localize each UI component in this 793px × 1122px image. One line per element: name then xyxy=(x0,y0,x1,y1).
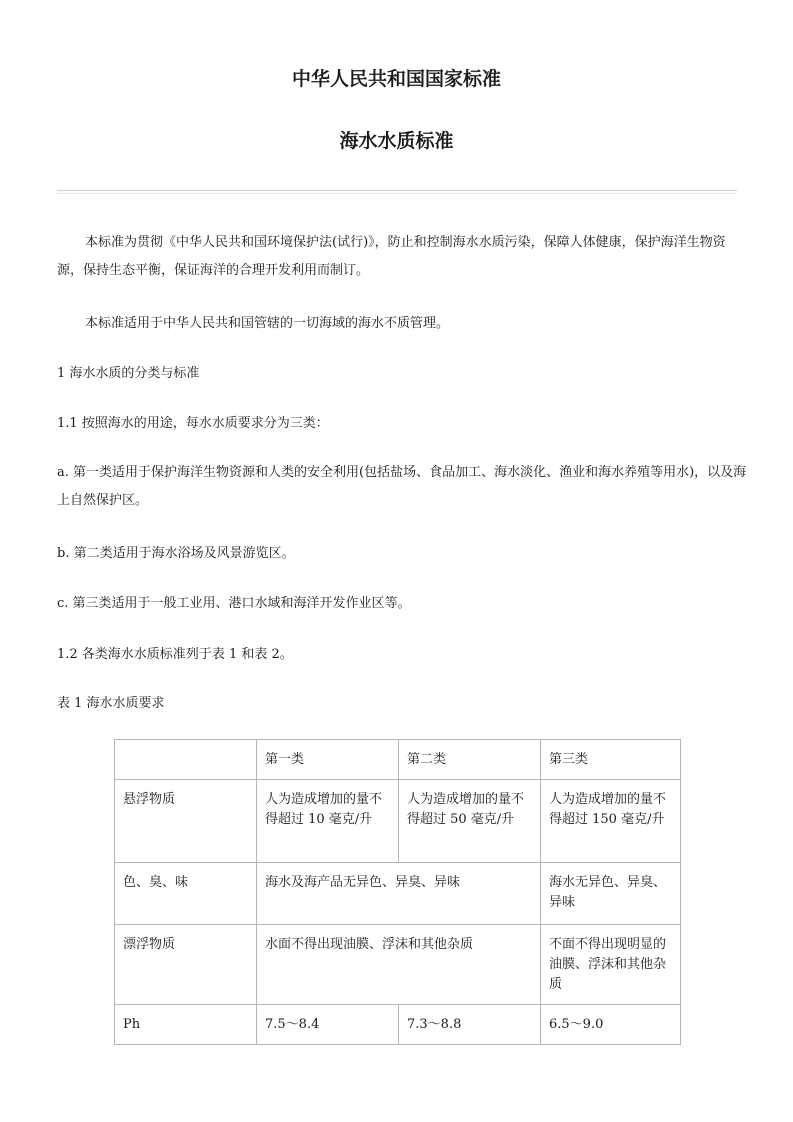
table-row-label: 悬浮物质 xyxy=(115,780,257,863)
table-header-cell xyxy=(115,740,257,780)
table-caption: 表 1 海水水质要求 xyxy=(57,696,165,711)
table-cell: 7.3～8.8 xyxy=(399,1005,541,1045)
table-header-cell: 第二类 xyxy=(399,740,541,780)
table-row xyxy=(115,1005,681,1045)
document-subtitle: 海水水质标准 xyxy=(339,130,454,152)
table-cell: 海水无异色、异臭、异味 xyxy=(541,863,681,925)
table-row xyxy=(115,780,681,863)
horizontal-divider xyxy=(57,190,737,194)
table-header-row xyxy=(115,740,681,780)
section-heading-1-1: 1.1 按照海水的用途，每水水质要求分为三类： xyxy=(57,416,329,431)
intro-paragraph: 本标准为贯彻《中华人民共和国环境保护法(试行)》，防止和控制海水水质污染，保障人体健康，保护海洋生物资源，保持生态平衡，保证海洋的合理开发利用而制订。 xyxy=(57,235,726,278)
table-cell: 人为造成增加的量不得超过 10 毫克/升 xyxy=(257,780,399,863)
list-item-a: a. 第一类适用于保护海洋生物资源和人类的安全利用(包括盐场、食品加工、海水淡化、渔业和海水养殖等用水)，以及海上自然保护区。 xyxy=(57,465,747,508)
table-cell-merged: 水面不得出现油膜、浮沫和其他杂质 xyxy=(257,925,541,1005)
table-cell: 不面不得出现明显的油膜、浮沫和其他杂质 xyxy=(541,925,681,1005)
list-item-c: c. 第三类适用于一般工业用、港口水域和海洋开发作业区等。 xyxy=(57,596,411,611)
table-cell-merged: 海水及海产品无异色、异臭、异味 xyxy=(257,863,541,925)
table-row-label: Ph xyxy=(115,1005,257,1045)
water-quality-table-container xyxy=(114,739,681,1045)
table-cell: 人为造成增加的量不得超过 150 毫克/升 xyxy=(541,780,681,863)
table-row-label: 漂浮物质 xyxy=(115,925,257,1005)
document-title: 中华人民共和国国家标准 xyxy=(291,68,501,90)
section-heading-1: 1 海水水质的分类与标准 xyxy=(57,366,200,381)
section-heading-1-2: 1.2 各类海水水质标准列于表 1 和表 2。 xyxy=(57,647,293,662)
scope-paragraph: 本标准适用于中华人民共和国管辖的一切海域的海水不质管理。 xyxy=(85,316,450,331)
table-row xyxy=(115,863,681,925)
table-header-cell: 第三类 xyxy=(541,740,681,780)
table-row xyxy=(115,925,681,1005)
table-row-label: 色、臭、味 xyxy=(115,863,257,925)
list-item-b: b. 第二类适用于海水浴场及风景游览区。 xyxy=(57,546,295,561)
table-cell: 人为造成增加的量不得超过 50 毫克/升 xyxy=(399,780,541,863)
table-cell: 7.5～8.4 xyxy=(257,1005,399,1045)
table-cell: 6.5～9.0 xyxy=(541,1005,681,1045)
water-quality-table xyxy=(114,739,681,1045)
table-header-cell: 第一类 xyxy=(257,740,399,780)
